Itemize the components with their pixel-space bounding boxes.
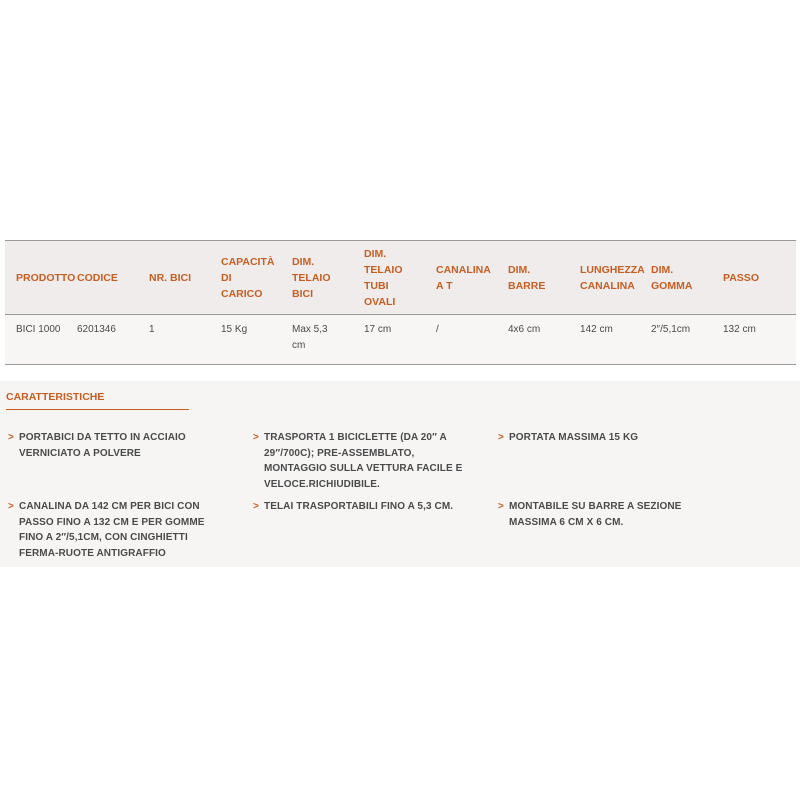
cell-canalina-a-t: / xyxy=(436,324,439,335)
table-row xyxy=(5,315,796,365)
feature-item: > MONTABILE SU BARRE A SEZIONE MASSIMA 6 CM X 6 CM. xyxy=(498,501,682,528)
header-canalina-a-t: CANALINA A T xyxy=(436,263,491,292)
bullet-chevron-icon: > xyxy=(8,432,14,443)
header-dim-gomma: DIM. GOMMA xyxy=(651,263,693,292)
cell-nr-bici: 1 xyxy=(149,324,155,335)
feature-item: > CANALINA DA 142 CM PER BICI CON PASSO FINO A 132 CM E PER GOMME FINO A 2″/5,1CM, CON CINGHIETTI FERMA-RUOTE ANTIGRAFFIO xyxy=(8,501,205,559)
bullet-chevron-icon: > xyxy=(253,501,259,512)
header-passo: PASSO xyxy=(723,271,759,284)
spec-table xyxy=(5,240,796,365)
section-title: CARATTERISTICHE xyxy=(6,391,105,403)
header-prodotto: PRODOTTO xyxy=(16,271,76,284)
feature-item: > PORTATA MASSIMA 15 KG xyxy=(509,430,729,446)
feature-item: > PORTABICI DA TETTO IN ACCIAIO VERNICIATO A POLVERE xyxy=(8,432,186,459)
cell-dim-gomma: 2″/5,1cm xyxy=(651,324,691,335)
section-title-underline xyxy=(6,409,189,410)
feature-item: > TRASPORTA 1 BICICLETTE (DA 20″ A 29″/700C); PRE-ASSEMBLATO, MONTAGGIO SULLA VETTURA FACILE E VELOCE.RICHIUDIBILE. xyxy=(253,432,463,490)
header-codice: CODICE xyxy=(77,271,118,284)
features-section xyxy=(0,381,800,567)
bullet-chevron-icon: > xyxy=(253,432,259,443)
cell-dim-barre: 4x6 cm xyxy=(508,324,541,335)
cell-capacita: 15 Kg xyxy=(221,324,248,335)
cell-dim-telaio-tubi-ovali: 17 cm xyxy=(364,324,392,335)
bullet-chevron-icon: > xyxy=(8,501,14,512)
feature-item: > TELAI TRASPORTABILI FINO A 5,3 CM. xyxy=(264,499,489,515)
header-dim-telaio-tubi-ovali: DIM. TELAIO TUBI OVALI xyxy=(364,247,403,308)
header-dim-barre: DIM. BARRE xyxy=(508,263,546,292)
header-row xyxy=(5,241,796,315)
cell-prodotto: BICI 1000 xyxy=(16,324,61,335)
cell-passo: 132 cm xyxy=(723,324,756,335)
bullet-chevron-icon: > xyxy=(498,432,504,443)
spec-table-wrapper xyxy=(5,240,796,365)
header-nr-bici: NR. BICI xyxy=(149,271,191,284)
header-capacita: CAPACITÀ DI CARICO xyxy=(221,255,275,300)
header-lunghezza-canalina: LUNGHEZZA CANALINA xyxy=(580,263,645,292)
cell-dim-telaio-bici: Max 5,3 cm xyxy=(292,324,328,351)
cell-codice: 6201346 xyxy=(77,324,116,335)
header-dim-telaio-bici: DIM. TELAIO BICI xyxy=(292,255,331,300)
bullet-chevron-icon: > xyxy=(498,501,504,512)
cell-lunghezza-canalina: 142 cm xyxy=(580,324,613,335)
